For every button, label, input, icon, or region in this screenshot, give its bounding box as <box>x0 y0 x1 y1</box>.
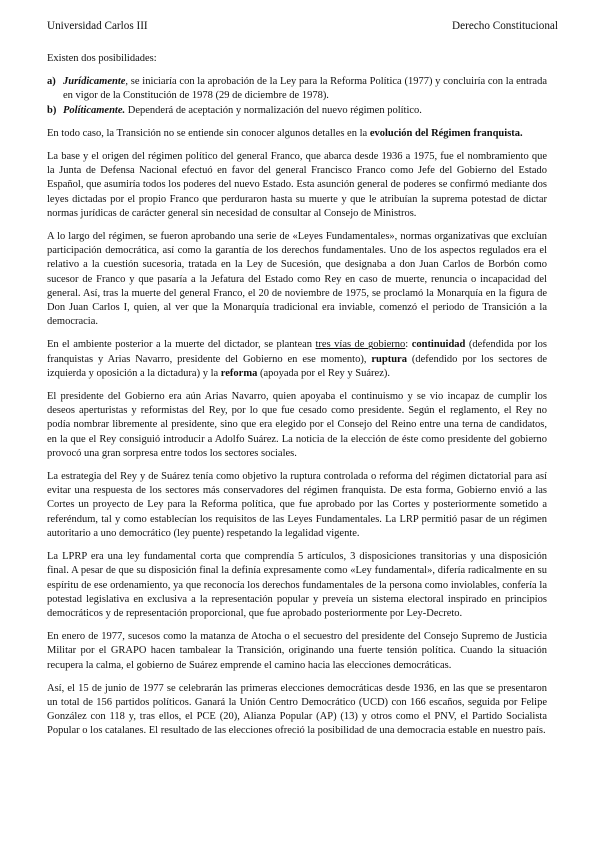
list-term: Políticamente. <box>63 104 126 116</box>
paragraph-elecciones: Así, el 15 de junio de 1977 se celebrarán las primeras elecciones democráticas desde 1936, en las que se presentaron un total de 156 partidos políticos. Ganará la Unión Centro Democrático (UCD) con 166 escaños, seguida por Felipe González con 118 y, tras ellos, el PCE (20), Alianza Popular (AP) (13) y otros como el PNV, el Partido Socialista Popular o los catalanes. El resultado de las elecciones ofreció la posibilidad de una democracia estable en nuestro país. <box>47 682 547 737</box>
bold-term-ruptura: ruptura <box>371 353 407 365</box>
list-desc: , se iniciaría con la aprobación de la Ley para la Reforma Política (1977) y concluiría con la entrada en vigor de la Constitución de 1978 (29 de diciembre de 1978). <box>63 76 547 102</box>
list-term: Jurídicamente <box>63 76 126 88</box>
list-item <box>47 104 547 118</box>
list-text <box>63 75 547 103</box>
list-marker: a) <box>47 76 56 88</box>
header-university: Universidad Carlos III <box>47 20 148 32</box>
paragraph-text: (defendido por los sectores de izquierda y oposición a la dictadura) y la <box>47 353 547 379</box>
paragraph-text: En todo caso, la Transición no se entiende sin conocer algunos detalles en la <box>47 127 370 139</box>
paragraph-vias <box>47 338 547 381</box>
paragraph-text: (defendida por los franquistas y Arias Navarro, presidente del Gobierno en ese momento), <box>47 339 547 365</box>
bold-term-reforma: reforma <box>220 367 258 379</box>
paragraph-estrategia: La estrategia del Rey y de Suárez tenía como objetivo la ruptura controlada o reforma del régimen dictatorial para así evitar una respuesta de los sectores más conservadores del régimen franquista. De esta forma, Gobierno envió a las Cortes un proyecto de Ley para la Reforma política, que fue aprobado por las Cortes y posteriormente sometido a referéndum, tal y como establecían los requisitos de las Leyes Fundamentales. La LRP permitió pasar de un régimen autoritario a uno democrático (ley puente) respetando la legalidad vigente. <box>47 471 547 539</box>
options-list <box>47 75 547 118</box>
list-desc: Dependerá de aceptación y normalización del nuevo régimen político. <box>125 104 422 116</box>
intro-line: Existen dos posibilidades: <box>47 53 157 64</box>
list-marker: b) <box>47 104 57 116</box>
underlined-phrase: tres vías de gobierno <box>315 339 406 351</box>
document-body <box>47 52 547 748</box>
paragraph-text: En el ambiente posterior a la muerte del dictador, se plantean <box>47 339 316 351</box>
paragraph-evolucion <box>47 127 547 141</box>
bold-phrase: evolución del Régimen franquista. <box>369 127 523 139</box>
list-item <box>47 75 547 103</box>
paragraph-presidente: El presidente del Gobierno era aún Arias Navarro, quien apoyaba el continuismo y se vio incapaz de cumplir los deseos aperturistas y reformistas del Rey, por lo que fue cesado como presidente. Según el reglamento, el Rey no podía nombrar libremente al presidente, sino que era elegido por el Consejo del Reino entre una terna de candidatos, en la que el Rey consiguió introducir a Adolfo Suárez. La noticia de la elección de éste como presidente del gobierno provocó una gran sorpresa entre todos los sectores sociales. <box>47 391 547 459</box>
bold-term-continuidad: continuidad <box>411 339 466 351</box>
paragraph-lprp: La LPRP era una ley fundamental corta que comprendía 5 artículos, 3 disposiciones transitorias y una disposición final. A pesar de que su disposición final la definía expresamente como «Ley fundamental», difería radicalmente en su espíritu de ese ordenamiento, ya que reconocía los derechos fundamentales de la persona como inviolables, confería la potestad legislativa en exclusiva a la representación popular y preveía un sistema electoral inspirado en principios democráticos y de representación proporcional, que fue aprobado posteriormente por Ley-Decreto. <box>47 551 547 619</box>
paragraph-base: La base y el origen del régimen político del general Franco, que abarca desde 1936 a 1975, fue el nombramiento que la Junta de Defensa Nacional efectuó en favor del general Francisco Franco como Jefe del Gobierno del Estado Español, que asumiría todos los poderes del nuevo Estado. Esta asunción general de poderes se confirmó mediante dos leyes dictadas por el propio Franco que perduraron hasta su muerte y que le atribuían la suprema potestad de dictar normas jurídicas de carácter general sin necesidad de consultar al Consejo de Ministros. <box>47 151 547 219</box>
paragraph-text: (apoyada por el Rey y Suárez). <box>257 367 390 379</box>
paragraph-text: : <box>405 339 412 351</box>
list-text <box>63 104 547 118</box>
header-subject: Derecho Constitucional <box>452 20 558 32</box>
paragraph-enero: En enero de 1977, sucesos como la matanza de Atocha o el secuestro del presidente del Consejo Supremo de Justicia Militar por el GRAPO hacen tambalear la Transición, originando una fuerte tensión política. Cuando la situación recupera la calma, el gobierno de Suárez emprende el camino hacia las elecciones democráticas. <box>47 631 547 671</box>
paragraph-leyes: A lo largo del régimen, se fueron aprobando una serie de «Leyes Fundamentales», normas organizativas que excluían participación democrática, así como la garantía de los derechos fundamentales. Uno de los aspectos regulados era el relativo a la cuestión sucesoria, tratada en la Ley de Sucesión, que designaba a don Juan Carlos de Borbón como sucesor de Franco y que pasaría a la Jefatura del Estado como Rey en caso de muerte, renuncia o incapacidad del general. Así, tras la muerte del general Franco, el 20 de noviembre de 1975, se proclamó la Monarquía en la figura de Don Juan Carlos I, quien, al ver que la Monarquía tradicional era inviable, comenzó el periodo de Transición a la democracia. <box>47 231 547 328</box>
